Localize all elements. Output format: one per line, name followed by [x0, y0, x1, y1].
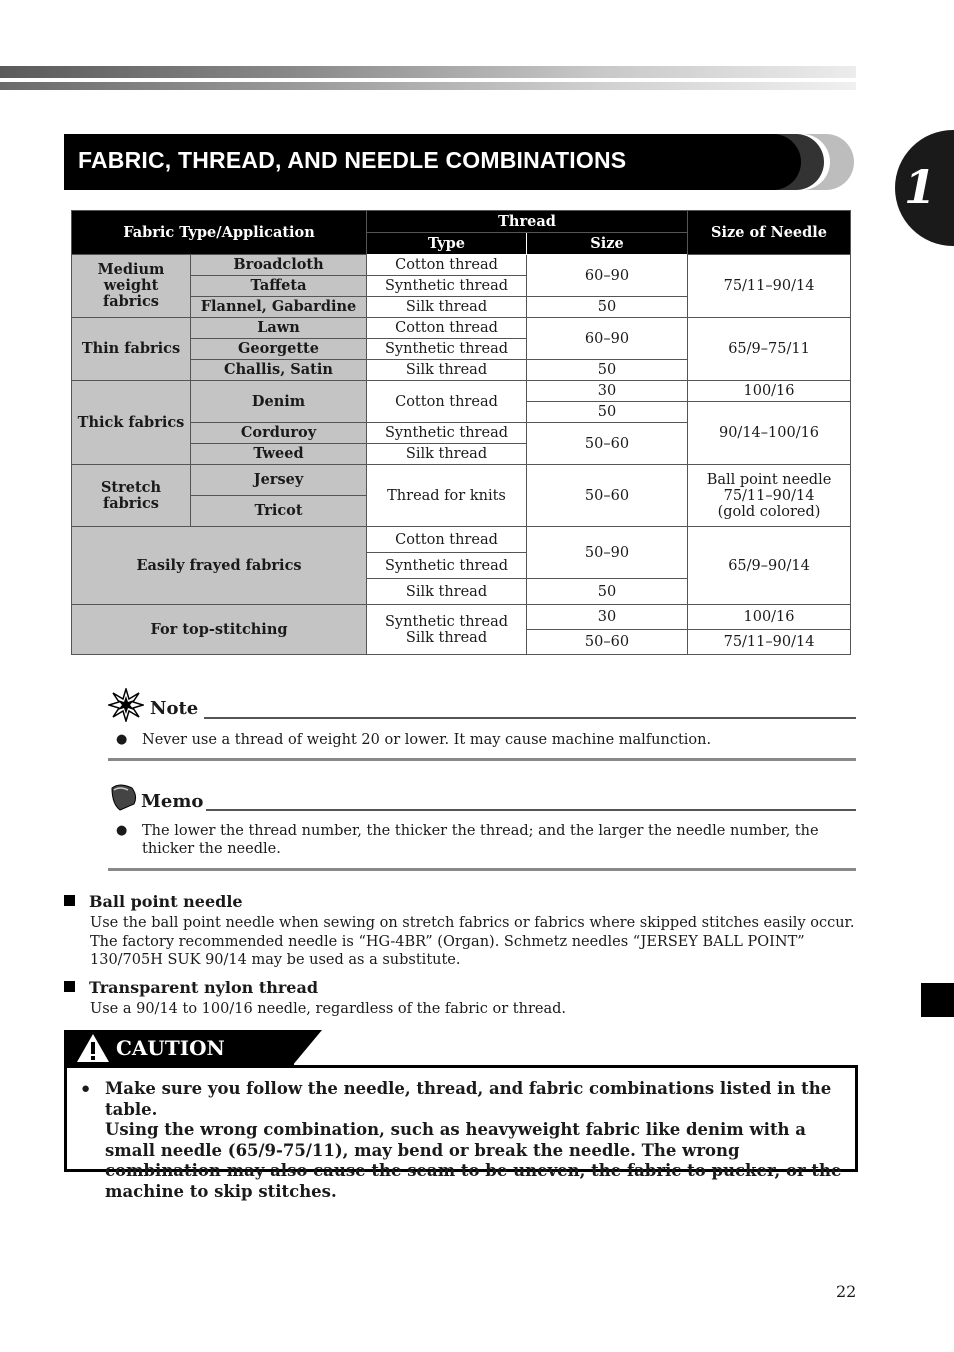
- header-type: Type: [367, 233, 527, 255]
- fabric-cell: Lawn: [191, 318, 367, 339]
- thread-size-cell: 60–90: [527, 255, 688, 297]
- caution-tab: [64, 1030, 322, 1066]
- thread-size-cell: 60–90: [527, 318, 688, 360]
- thread-type-cell: Synthetic thread: [367, 423, 527, 444]
- needle-size-cell: 100/16: [688, 381, 851, 402]
- thread-size-cell: 50–60: [527, 423, 688, 465]
- memo-rule: [206, 809, 856, 811]
- thread-size-cell: 50: [527, 579, 688, 605]
- category-topstitch: For top-stitching: [72, 605, 367, 655]
- memo-title: Memo: [141, 791, 204, 812]
- note-title: Note: [150, 698, 199, 719]
- thread-size-cell: 50–60: [527, 465, 688, 527]
- thread-type-cell: Cotton thread: [367, 381, 527, 423]
- thread-size-cell: 50: [527, 360, 688, 381]
- needle-line: Ball point needle: [706, 471, 832, 488]
- memo-bottom-rule: [108, 868, 856, 871]
- caution-box: ● Make sure you follow the needle, thread, and fabric combinations listed in the table. Using the wrong combination, such as heavyweight fabric like denim with a small needle (65/9-75/11), may bend or break the needle. The wrong combination may also cause the seam to be uneven, the fabric to pucker, or the machine to skip stitches.: [64, 1065, 858, 1172]
- bullet-square-icon: [64, 895, 75, 906]
- side-index-marker: [921, 983, 954, 1017]
- thread-type-cell: [367, 605, 527, 655]
- header-fabric: Fabric Type/Application: [72, 211, 367, 255]
- needle-size-cell: 100/16: [688, 605, 851, 630]
- fabric-cell: Flannel, Gabardine: [191, 297, 367, 318]
- caution-line: Using the wrong combination, such as heavyweight fabric like denim with a small needle (65/9-75/11), may bend or break the needle. The wrong combination may also cause the seam to be uneven, the fabric to pucker, or the machine to skip stitches.: [105, 1120, 842, 1201]
- memo-bell-icon: [108, 782, 140, 812]
- fabric-cell: Tweed: [191, 444, 367, 465]
- fabric-cell: Denim: [191, 381, 367, 423]
- section-nylon-thread: [64, 978, 864, 1019]
- warning-triangle-icon: [76, 1033, 110, 1063]
- fabric-cell: Corduroy: [191, 423, 367, 444]
- thread-type-line: Silk thread: [405, 629, 488, 646]
- note-starburst-icon: [108, 688, 144, 722]
- section-line: Use a 90/14 to 100/16 needle, regardless of the fabric or thread.: [90, 1001, 567, 1017]
- combination-table: [71, 210, 851, 655]
- needle-line: (gold colored): [717, 503, 821, 520]
- page-number: 22: [836, 1282, 857, 1301]
- thread-type-cell: Cotton thread: [367, 527, 527, 553]
- header-thread: Thread: [367, 211, 688, 233]
- thread-type-cell: Thread for knits: [367, 465, 527, 527]
- thread-size-cell: 30: [527, 605, 688, 630]
- thread-type-cell: Silk thread: [367, 579, 527, 605]
- fabric-cell: Taffeta: [191, 276, 367, 297]
- memo-text: The lower the thread number, the thicker the thread; and the larger the needle number, the thicker the needle.: [142, 823, 819, 857]
- thread-size-cell: 50–60: [527, 630, 688, 655]
- needle-size-cell: 65/9–75/11: [688, 318, 851, 381]
- header-stripe-top: [0, 66, 856, 78]
- thread-size-cell: 50: [527, 297, 688, 318]
- thread-type-cell: Synthetic thread: [367, 276, 527, 297]
- thread-type-cell: Cotton thread: [367, 318, 527, 339]
- section-title-bar: [64, 134, 854, 190]
- category-frayed: Easily frayed fabrics: [72, 527, 367, 605]
- header-stripe-bottom: [0, 82, 856, 90]
- category-thick: Thick fabrics: [72, 381, 191, 465]
- bullet-square-icon: [64, 981, 75, 992]
- category-thin: Thin fabrics: [72, 318, 191, 381]
- thread-type-cell: Synthetic thread: [367, 553, 527, 579]
- thread-size-cell: 50: [527, 402, 688, 423]
- header-needle: Size of Needle: [688, 211, 851, 255]
- thread-type-cell: Synthetic thread: [367, 339, 527, 360]
- category-stretch: Stretch fabrics: [72, 465, 191, 527]
- note-text: Never use a thread of weight 20 or lower. It may cause machine malfunction.: [142, 732, 712, 748]
- section-line: Use the ball point needle when sewing on stretch fabrics or fabrics where skipped stitches easily occur.: [90, 915, 855, 931]
- needle-line: 75/11–90/14: [723, 487, 815, 504]
- fabric-cell: Jersey: [191, 465, 367, 496]
- section-ball-point: [64, 892, 864, 970]
- chapter-number: 1: [904, 160, 937, 214]
- needle-size-cell: 75/11–90/14: [688, 630, 851, 655]
- page-title: FABRIC, THREAD, AND NEEDLE COMBINATIONS: [78, 147, 627, 173]
- section-heading: Ball point needle: [89, 892, 243, 911]
- section-heading: Transparent nylon thread: [89, 978, 319, 997]
- fabric-cell: Tricot: [191, 496, 367, 527]
- thread-size-cell: 30: [527, 381, 688, 402]
- category-medium: Medium weight fabrics: [72, 255, 191, 318]
- needle-size-cell: 75/11–90/14: [688, 255, 851, 318]
- fabric-cell: Georgette: [191, 339, 367, 360]
- note-rule: [204, 717, 856, 719]
- needle-size-cell: [688, 465, 851, 527]
- thread-type-cell: Cotton thread: [367, 255, 527, 276]
- needle-size-cell: 65/9–90/14: [688, 527, 851, 605]
- fabric-cell: Challis, Satin: [191, 360, 367, 381]
- header-size: Size: [527, 233, 688, 255]
- thread-type-line: Synthetic thread: [384, 613, 508, 630]
- caution-label: CAUTION: [116, 1036, 225, 1060]
- thread-size-cell: 50–90: [527, 527, 688, 579]
- fabric-cell: Broadcloth: [191, 255, 367, 276]
- thread-type-cell: Silk thread: [367, 360, 527, 381]
- thread-type-cell: Silk thread: [367, 444, 527, 465]
- thread-type-cell: Silk thread: [367, 297, 527, 318]
- caution-line: Make sure you follow the needle, thread, and fabric combinations listed in the table.: [105, 1079, 832, 1119]
- needle-size-cell: 90/14–100/16: [688, 402, 851, 465]
- section-line: The factory recommended needle is “HG-4BR” (Organ). Schmetz needles “JERSEY BALL POINT” 130/705H SUK 90/14 may be used as a substitute.: [90, 933, 805, 968]
- note-bottom-rule: [108, 758, 856, 761]
